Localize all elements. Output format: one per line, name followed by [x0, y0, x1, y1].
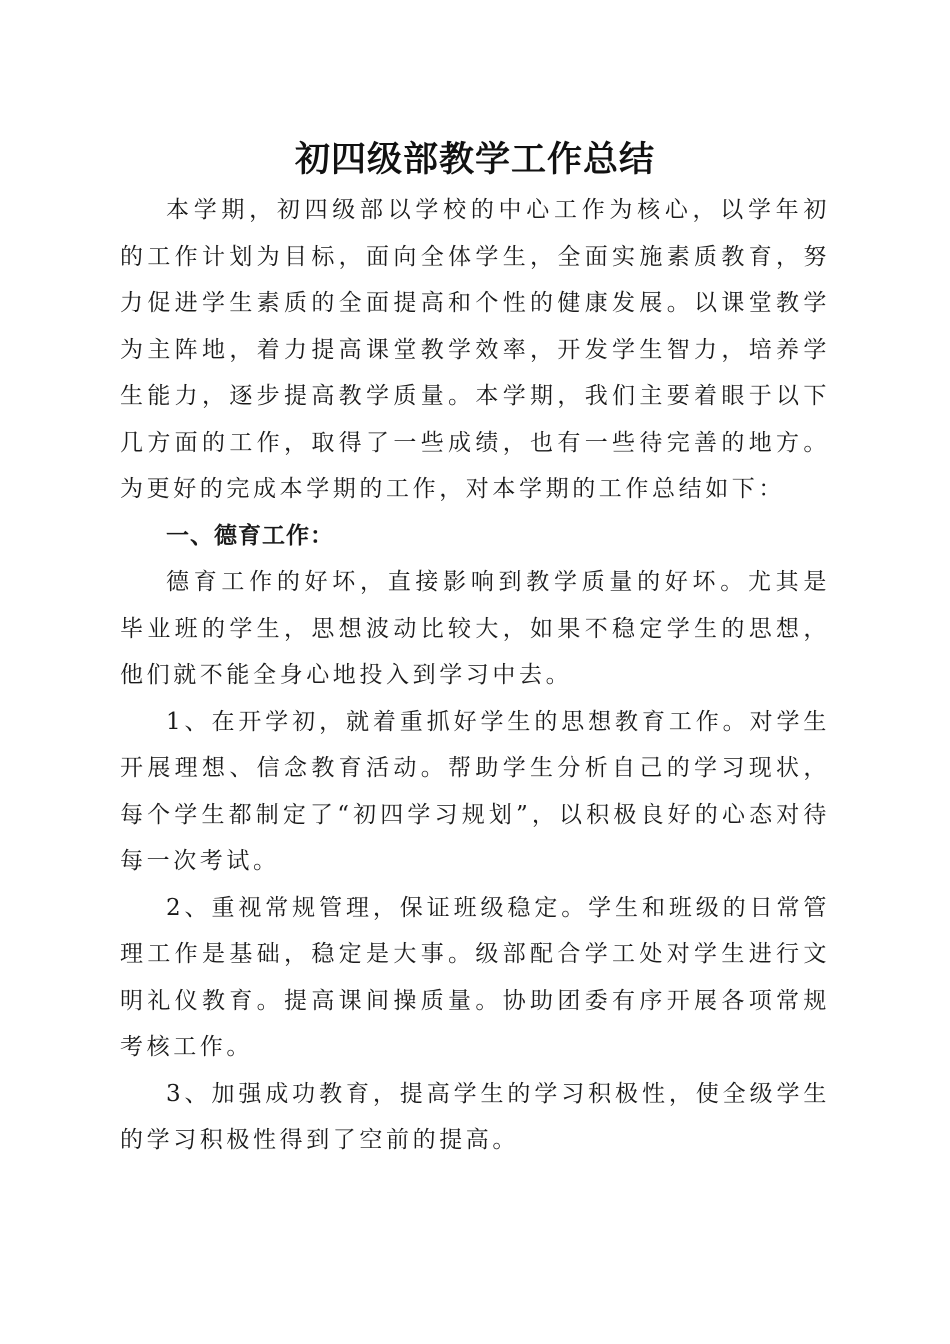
- item-3-paragraph: 3、加强成功教育，提高学生的学习积极性，使全级学生的学习积极性得到了空前的提高。: [120, 1080, 830, 1153]
- item-2-paragraph: 2、重视常规管理，保证班级稳定。学生和班级的日常管理工作是基础，稳定是大事。级部配合学工处对学生进行文明礼仪教育。提高课间操质量。协助团委有序开展各项常规考核工作。: [120, 894, 830, 1060]
- moral-education-paragraph: 德育工作的好坏，直接影响到教学质量的好坏。尤其是毕业班的学生，思想波动比较大，如果不稳定学生的思想，他们就不能全身心地投入到学习中去。: [120, 569, 830, 688]
- item-1-paragraph: 1、在开学初，就着重抓好学生的思想教育工作。对学生开展理想、信念教育活动。帮助学生分析自己的学习现状，每个学生都制定了“初四学习规划”，以积极良好的心态对待每一次考试。: [120, 708, 830, 874]
- intro-paragraph: 本学期，初四级部以学校的中心工作为核心，以学年初的工作计划为目标，面向全体学生，全面实施素质教育，努力促进学生素质的全面提高和个性的健康发展。以课堂教学为主阵地，着力提高课堂教学效率，开发学生智力，培养学生能力，逐步提高教学质量。本学期，我们主要着眼于以下几方面的工作，取得了一些成绩，也有一些待完善的地方。为更好的完成本学期的工作，对本学期的工作总结如下：: [120, 197, 830, 502]
- document-title: 初四级部教学工作总结: [294, 139, 655, 180]
- section-heading-moral-education: 一、德育工作：: [166, 522, 334, 549]
- document-body: [120, 187, 830, 1164]
